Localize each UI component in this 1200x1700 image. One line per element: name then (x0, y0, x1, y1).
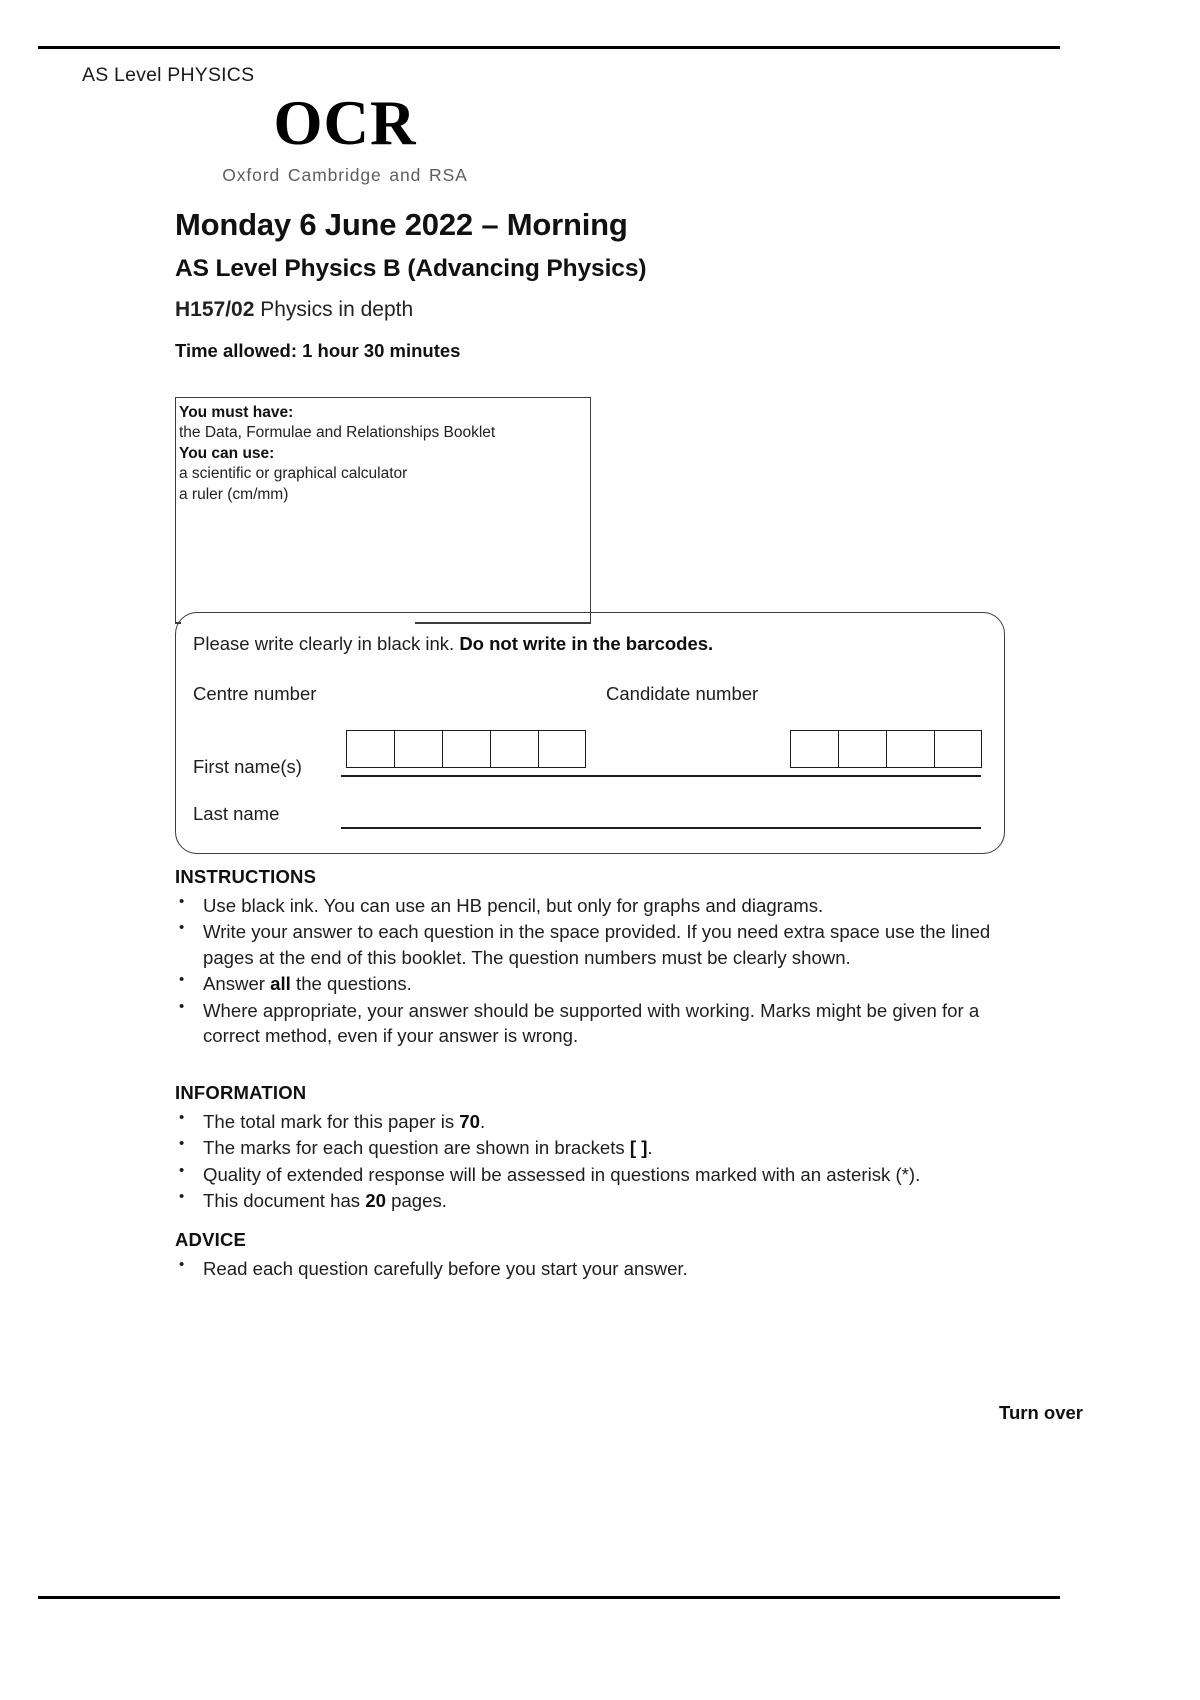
must-have-heading: You must have: (179, 404, 294, 421)
last-name-input-line[interactable] (341, 827, 981, 829)
candidate-note-bold: Do not write in the barcodes. (459, 633, 714, 654)
list-item: • Answer all the questions. (175, 971, 1005, 996)
information-section (175, 1082, 1005, 1215)
centre-number-cell[interactable] (538, 730, 586, 768)
advice-heading: ADVICE (175, 1229, 247, 1250)
ocr-logo: OCR (273, 88, 417, 158)
candidate-number-cell[interactable] (838, 730, 886, 768)
subject-line: AS Level PHYSICS (82, 64, 255, 86)
list-item: • Use black ink. You can use an HB pencil, but only for graphs and diagrams. (175, 893, 1005, 918)
list-item: • This document has 20 pages. (175, 1188, 1005, 1213)
first-names-input-line[interactable] (341, 775, 981, 777)
centre-number-label: Centre number (193, 683, 317, 704)
materials-box-content (176, 398, 590, 505)
candidate-number-cell[interactable] (790, 730, 838, 768)
can-use-heading: You can use: (179, 444, 275, 462)
advice-list (175, 1256, 1005, 1281)
information-heading: INFORMATION (175, 1082, 307, 1103)
exam-qualification: AS Level Physics B (Advancing Physics) (175, 254, 647, 282)
exam-date: Monday 6 June 2022 – Morning (175, 207, 628, 242)
materials-box-bottom-edge-right (415, 622, 591, 624)
list-item: • The marks for each question are shown in brackets [ ]. (175, 1135, 1005, 1160)
candidate-number-cell[interactable] (934, 730, 982, 768)
time-allowed: Time allowed: 1 hour 30 minutes (175, 339, 461, 361)
candidate-number-cell[interactable] (886, 730, 934, 768)
materials-box (175, 397, 591, 624)
last-name-label: Last name (193, 803, 280, 824)
candidate-box-note (193, 633, 713, 655)
list-item: • Read each question carefully before you start your answer. (175, 1256, 1005, 1281)
list-item: • Quality of extended response will be assessed in questions marked with an asterisk (*). (175, 1162, 1005, 1187)
list-item: • The total mark for this paper is 70. (175, 1109, 1005, 1134)
centre-number-input[interactable] (346, 730, 586, 768)
first-names-label: First name(s) (193, 756, 302, 777)
instructions-heading: INSTRUCTIONS (175, 866, 317, 887)
paper-code: H157/02 (175, 297, 255, 321)
instructions-section (175, 866, 1005, 1050)
candidate-number-input[interactable] (790, 730, 982, 768)
centre-number-cell[interactable] (490, 730, 538, 768)
list-item: • Where appropriate, your answer should be supported with working. Marks might be given for a correct method, even if your answer is wrong. (175, 998, 1005, 1049)
ocr-strapline: Oxford Cambridge and RSA (222, 165, 468, 185)
information-list (175, 1109, 1005, 1214)
bottom-rule (38, 1596, 1060, 1599)
ocr-logo-block (175, 88, 515, 186)
materials-box-bottom-edge-left (175, 622, 181, 624)
top-rule (38, 46, 1060, 49)
instructions-list (175, 893, 1005, 1049)
candidate-number-label: Candidate number (606, 683, 759, 704)
can-use-item: a scientific or graphical calculator (179, 465, 408, 483)
centre-number-cell[interactable] (346, 730, 394, 768)
title-block (175, 208, 1035, 362)
advice-section (175, 1229, 1005, 1282)
centre-number-cell[interactable] (394, 730, 442, 768)
paper-name: Physics in depth (260, 297, 414, 321)
turn-over-label: Turn over (999, 1402, 1083, 1423)
centre-number-cell[interactable] (442, 730, 490, 768)
list-item: • Write your answer to each question in the space provided. If you need extra space use the lined pages at the end of this booklet. The question numbers must be clearly shown. (175, 919, 1005, 970)
candidate-note-plain: Please write clearly in black ink. (193, 633, 460, 654)
can-use-item: a ruler (cm/mm) (179, 485, 289, 503)
exam-paper-code-line (175, 298, 1035, 322)
must-have-item: the Data, Formulae and Relationships Booklet (179, 424, 496, 442)
